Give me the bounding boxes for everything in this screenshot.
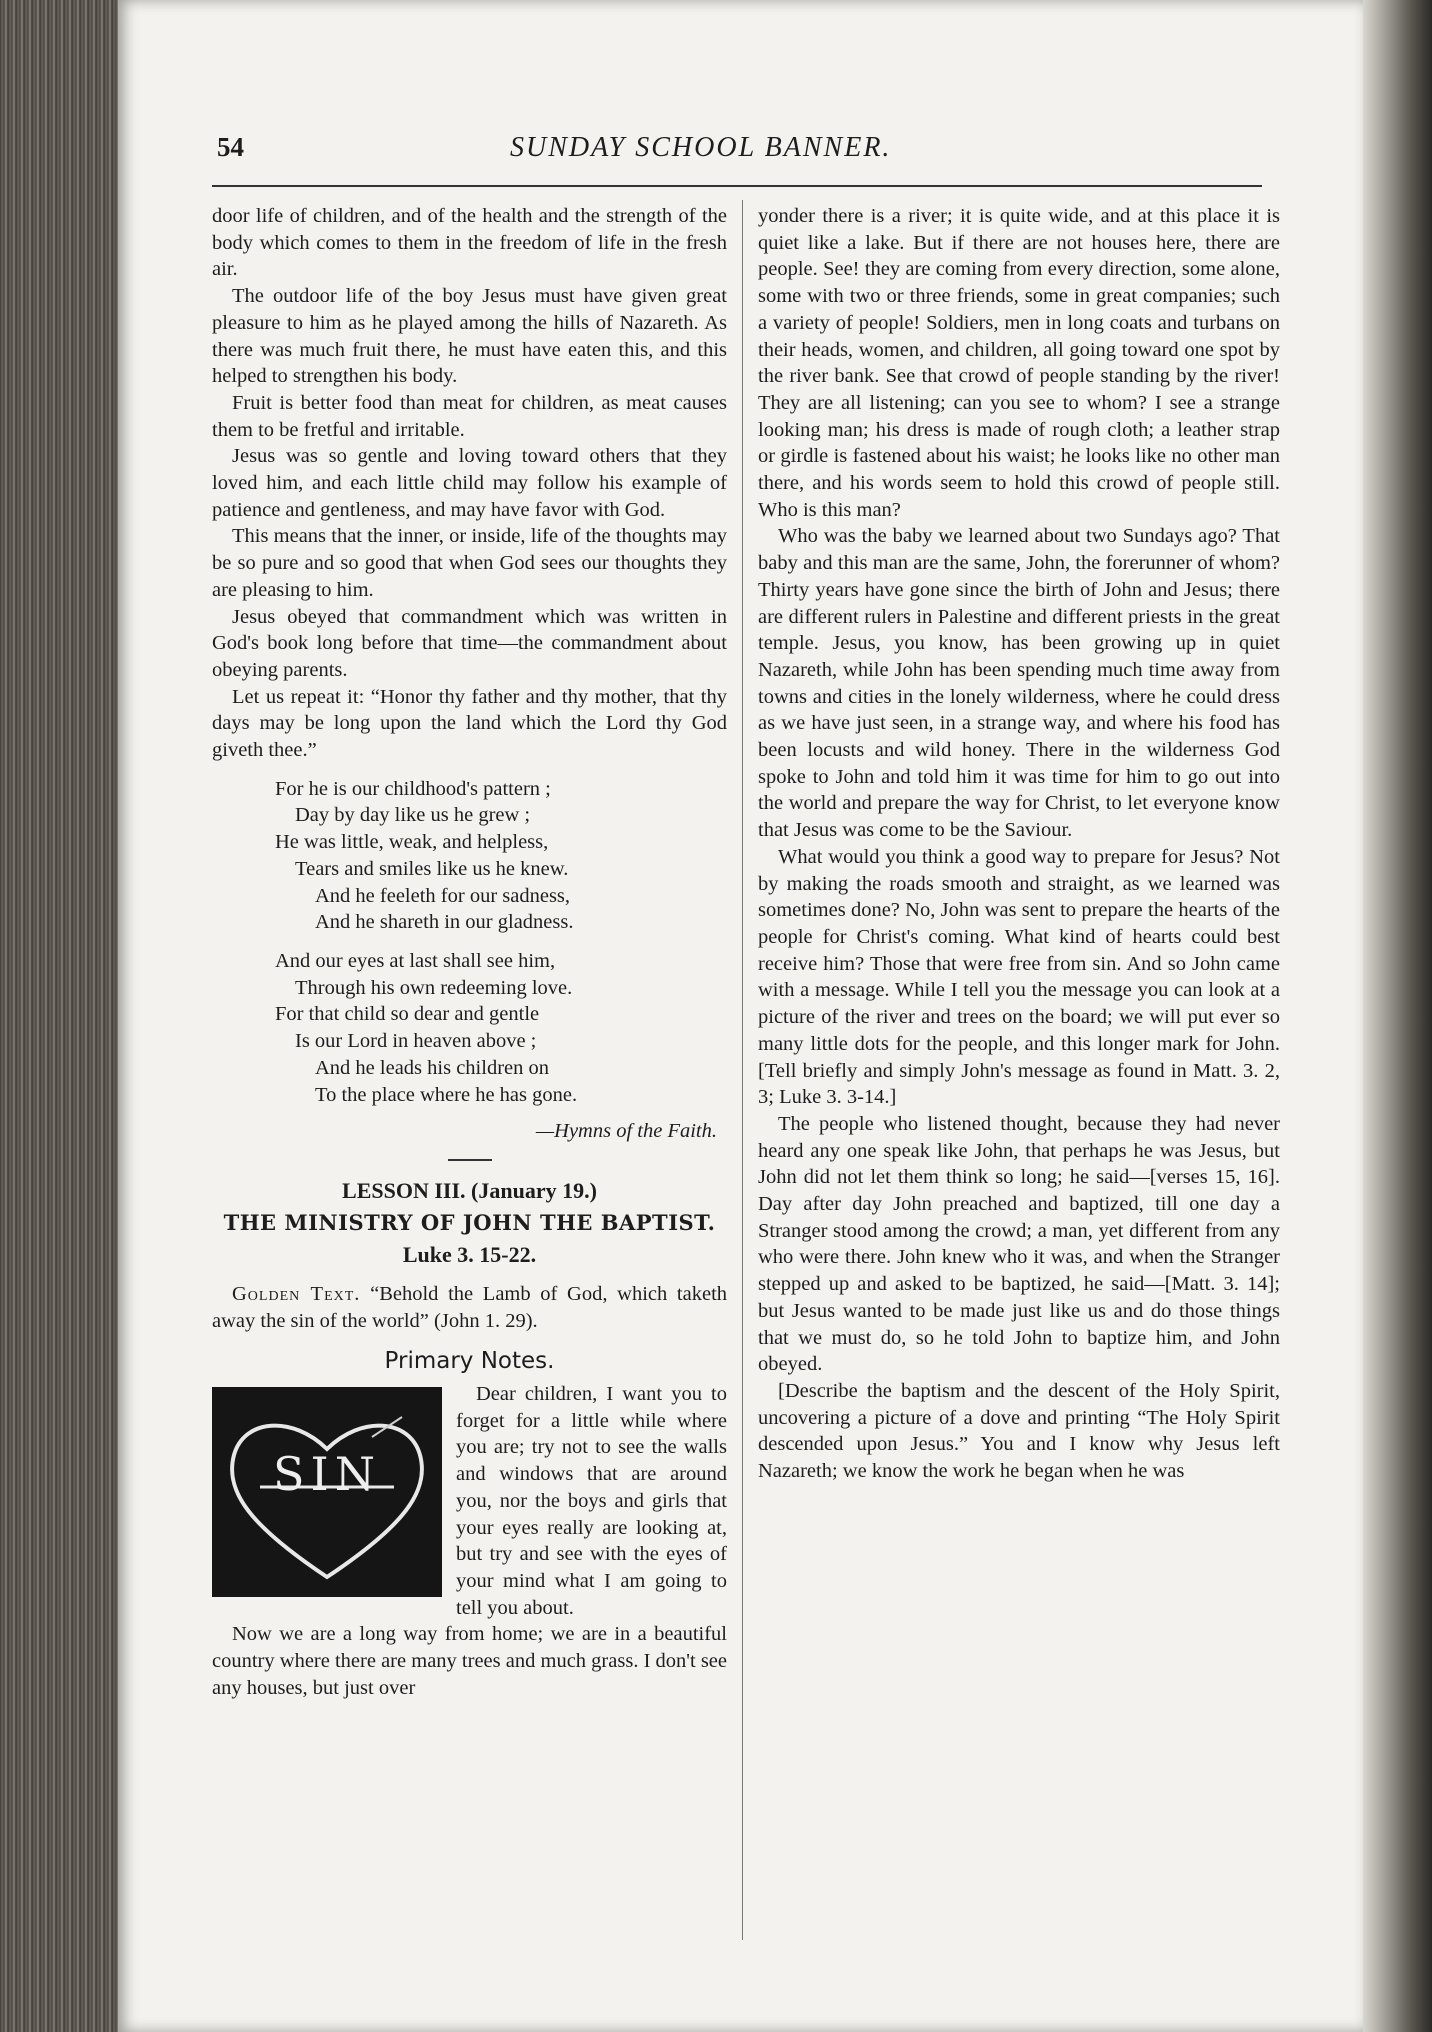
poem-stanza-1 [212,776,727,936]
paragraph: Fruit is better food than meat for children, as meat causes them to be fretful and irritable. [212,391,727,441]
poem-line: He was little, weak, and helpless, [275,831,549,854]
paragraph: Now we are a long way from home; we are in a beautiful country where there are many trees and much grass. I don't see any houses, but just over [212,1623,727,1699]
sin-heart-illustration [212,1387,442,1597]
page-number: 54 [217,132,244,162]
paragraph: door life of children, and of the health and the strength of the body which comes to them in the freedom of life in the fresh air. [212,205,727,281]
poem-line: Day by day like us he grew ; [295,804,531,827]
sin-word: SIN [273,1447,381,1502]
poem-line: To the place where he has gone. [315,1083,578,1106]
primary-notes-heading: Primary Notes. [384,1348,555,1375]
right-column [758,203,1280,1485]
page-edge-shadow [1363,0,1432,2032]
poem-attribution: —Hymns of the Faith. [535,1120,717,1143]
paragraph: What would you think a good way to prepare for Jesus? Not by making the roads smooth and straight, as we learned was sometimes done? No, John was sent to prepare the hearts of the people for Christ's coming. What kind of hearts could best receive him? Those that were free from sin. And so John came with a message. While I tell you the message you can look at a picture of the river and trees on the board; we will put ever so many little dots for the people, and this longer mark for John. [Tell briefly and simply John's message as found in Matt. 3. 2, 3; Luke 3. 3-14.] [758,845,1280,1109]
golden-text [212,1281,727,1334]
paragraph: This means that the inner, or inside, life of the thoughts may be so pure and so good that when God sees our thoughts they are pleasing to him. [212,525,727,601]
paragraph: yonder there is a river; it is quite wide, and at this place it is quiet like a lake. But if there are not houses here, there are people. See! they are coming from every direction, some alone, some with two or three friends, some in great companies; such a variety of people! Soldiers, men in long coats and turbans on their heads, women, and children, all going toward one spot by the river bank. See that crowd of people standing by the river! They are all listening; can you see to whom? I see a strange looking man; his dress is made of rough cloth; a leather strap or girdle is fastened about his waist; he looks like no other man there, and his words seem to hold this crowd of people still. Who is this man? [758,205,1280,521]
poem-line: And our eyes at last shall see him, [275,949,556,972]
paragraph: Jesus obeyed that commandment which was written in God's book long before that time—the commandment about obeying parents. [212,605,727,681]
paragraph: Dear children, I want you to forget for a little while where you are; try not to see the walls and windows that are around you, nor the boys and girls that your eyes really are looking at, but try and see with the eyes of your mind what I am going to tell you about. [456,1383,727,1619]
paragraph: Who was the baby we learned about two Sundays ago? That baby and this man are the same, John, the forerunner of whom? Thirty years have gone since the birth of John and Jesus; there are different rulers in Palestine and different priests in the great temple. Jesus, you know, has been growing up in quiet Nazareth, while John has been spending much time away from towns and cities in the lonely wilderness, where he could dress as we have just seen, in a strange way, and where his food has been locusts and wild honey. There in the wilderness God spoke to John and told him it was time for him to go out into the world and prepare the way for Christ, to let everyone know that Jesus was come to be the Saviour. [758,525,1280,842]
running-title: SUNDAY SCHOOL BANNER. [510,132,892,163]
paragraph: The outdoor life of the boy Jesus must have given great pleasure to him as he played among the hills of Nazareth. As there was much fruit there, he must have eaten this, and this helped to strengthen his body. [212,285,727,388]
golden-text-body: “Behold the Lamb of God, which taketh away the sin of the world” (John 1. 29). [212,1282,728,1332]
section-rule [448,1159,492,1161]
poem-line: And he shareth in our gladness. [315,911,574,934]
poem-stanza-2 [212,948,727,1108]
golden-text-label: Golden Text. [232,1282,361,1305]
poem-line: Is our Lord in heaven above ; [295,1030,537,1053]
lesson-title: LESSON III. (January 19.) [342,1177,597,1203]
column-divider [742,200,743,1940]
lesson-subject: THE MINISTRY OF JOHN THE BAPTIST. [223,1209,716,1235]
poem-line: And he leads his children on [315,1056,549,1079]
poem-line: For that child so dear and gentle [275,1003,540,1026]
paragraph: Jesus was so gentle and loving toward others that they loved him, and each little child may follow his example of patience and gentleness, and may have favor with God. [212,445,727,521]
poem-line: Tears and smiles like us he knew. [295,857,569,880]
poem-line: For he is our childhood's pattern ; [275,777,551,800]
poem-line: And he feeleth for our sadness, [315,884,571,907]
header-rule [212,185,1262,187]
left-column [212,203,727,1701]
paragraph: [Describe the baptism and the descent of the Holy Spirit, uncovering a picture of a dove and printing “The Holy Spirit descended upon Jesus.” You and I know why Jesus left Nazareth; we know the work he began when he was [758,1379,1280,1483]
lesson-reference: Luke 3. 15-22. [402,1241,537,1267]
paragraph: Let us repeat it: “Honor thy father and thy mother, that thy days may be long upon the land which the Lord thy God giveth thee.” [212,685,727,762]
paragraph: The people who listened thought, because they had never heard any one speak like John, that perhaps he was Jesus, but John did not let them think so long; he said—[verses 15, 16]. Day after day John preached and baptized, till one day a Stranger stood among the crowd; a man, yet different from any who were there. John knew who it was, and when the Stranger stepped up and asked to be baptized, he said—[Matt. 3. 14]; but Jesus wanted to be made just like us and do those things that we must do, so he told John to baptize him, and John obeyed. [758,1112,1280,1376]
book-spine [0,0,118,2032]
poem-line: Through his own redeeming love. [295,976,573,999]
